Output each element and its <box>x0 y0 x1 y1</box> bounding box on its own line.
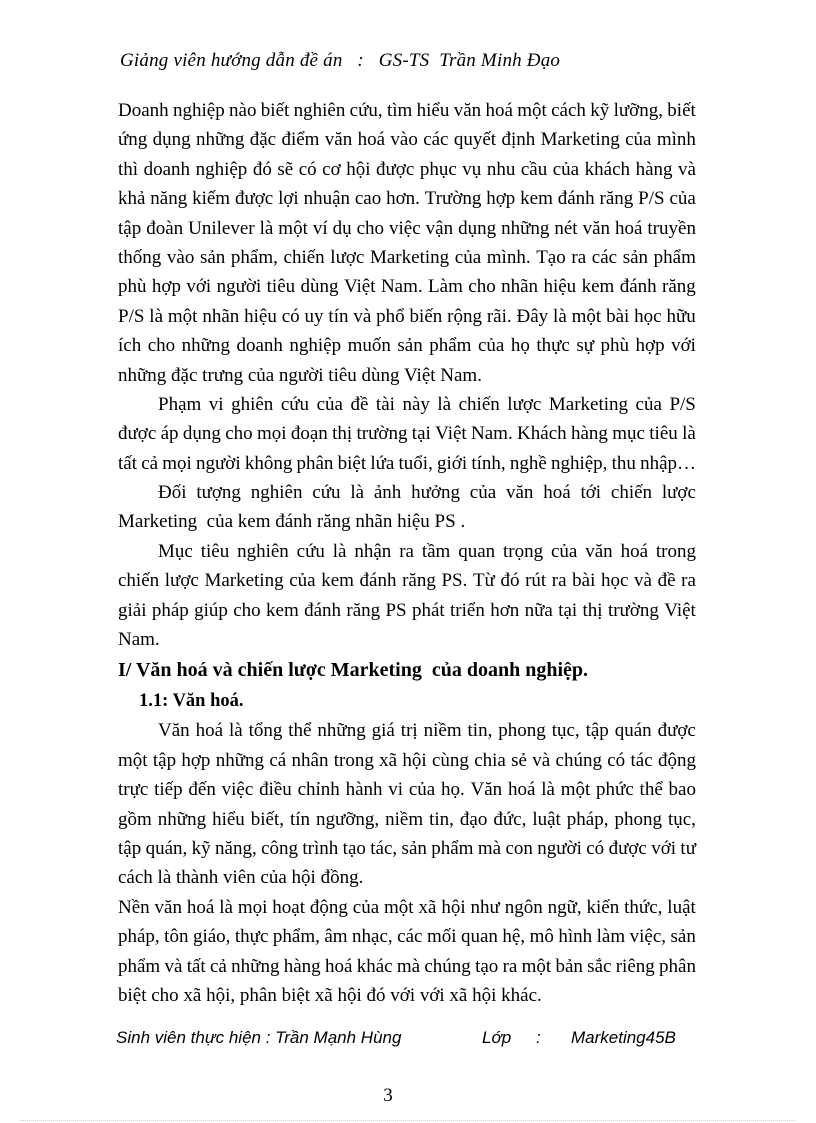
text-line: phẩm và tất cả những hàng hoá khác mà chúng tạo ra một bản sắc riêng phân <box>118 955 696 977</box>
page-header: Giảng viên hướng dẫn đề án : GS-TS Trần Minh Đạo <box>120 50 561 71</box>
text-line: những đặc trưng của người tiêu dùng Việt Nam. <box>118 364 482 386</box>
text-line: thống vào sản phẩm, chiến lược Marketing của mình. Tạo ra các sản phẩm <box>118 246 696 268</box>
paragraph-3 <box>118 478 696 537</box>
text-line: Nền văn hoá là mọi hoạt động của một xã hội như ngôn ngữ, kiến thức, luật <box>118 896 696 918</box>
text-line: chiến lược Marketing của kem đánh răng PS. Từ đó rút ra bài học và đề ra <box>118 570 696 592</box>
page-bottom-divider <box>20 1120 796 1121</box>
paragraph-1 <box>118 96 696 390</box>
paragraph-5 <box>118 716 696 892</box>
text-line: Nam. <box>118 629 160 651</box>
text-line: Văn hoá là tổng thể những giá trị niềm tin, phong tục, tập quán được <box>158 720 696 742</box>
text-line: ích cho những doanh nghiệp muốn sản phẩm của họ thực sự phù hợp với <box>118 335 696 357</box>
text-line: pháp, tôn giáo, thực phẩm, âm nhạc, các mối quan hệ, mô hình làm việc, sản <box>118 926 696 948</box>
text-line: tất cả mọi người không phân biệt lứa tuổi, giới tính, nghề nghiệp, thu nhập… <box>118 452 696 474</box>
subsection-heading: 1.1: Văn hoá. <box>139 691 244 712</box>
text-line: biệt cho xã hội, phân biệt xã hội đó với với xã hội khác. <box>118 984 542 1006</box>
text-line: giải pháp giúp cho kem đánh răng PS phát triển hơn nữa tại thị trường Việt <box>118 599 696 621</box>
paragraph-2 <box>118 390 696 478</box>
class-separator: : <box>536 1028 541 1047</box>
text-line: phù hợp với người tiêu dùng Việt Nam. Làm cho nhãn hiệu kem đánh răng <box>118 276 696 298</box>
text-line: P/S là một nhãn hiệu có uy tín và phổ biến rộng rãi. Đây là một bài học hữu <box>118 305 696 327</box>
class-value: Marketing45B <box>571 1028 676 1047</box>
student-label: Sinh viên thực hiện : Trần Mạnh Hùng <box>116 1028 402 1047</box>
document-body <box>118 96 696 1010</box>
text-line: Đối tượng nghiên cứu là ảnh hưởng của văn hoá tới chiến lược <box>158 482 696 504</box>
class-label: Lớp <box>482 1028 512 1047</box>
text-line: ứng dụng những đặc điểm văn hoá vào các quyết định Marketing của mình <box>118 129 696 151</box>
text-line: tập đoàn Unilever là một ví dụ cho việc vận dụng những nét văn hoá truyền <box>118 217 696 239</box>
text-line: tập quán, kỹ năng, công trình tạo tác, sản phẩm mà con người có được với tư <box>118 837 696 859</box>
text-line: trực tiếp đến việc điều chỉnh hành vi của họ. Văn hoá là một phức thể bao <box>118 779 696 801</box>
text-line: được áp dụng cho mọi đoạn thị trường tại Việt Nam. Khách hàng mục tiêu là <box>118 423 696 445</box>
text-line: Phạm vi ghiên cứu của đề tài này là chiến lược Marketing của P/S <box>158 393 696 415</box>
text-line: một tập hợp những cá nhân trong xã hội cùng chia sẻ và chúng có tác động <box>118 749 696 771</box>
text-line: cách là thành viên của hội đồng. <box>118 867 364 889</box>
page-number: 3 <box>383 1085 393 1106</box>
text-line: Doanh nghiệp nào biết nghiên cứu, tìm hiểu văn hoá một cách kỹ lưỡng, biết <box>118 100 696 121</box>
text-line: Mục tiêu nghiên cứu là nhận ra tầm quan trọng của văn hoá trong <box>158 540 696 562</box>
text-line: thì doanh nghiệp đó sẽ có cơ hội được phục vụ nhu cầu của khách hàng và <box>118 158 696 180</box>
text-line: khả năng kiếm được lợi nhuận cao hơn. Trường hợp kem đánh răng P/S của <box>118 188 696 210</box>
paragraph-6 <box>118 893 696 1011</box>
text-line: Marketing của kem đánh răng nhãn hiệu PS . <box>118 511 466 533</box>
paragraph-4 <box>118 537 696 655</box>
section-heading: I/ Văn hoá và chiến lược Marketing của doanh nghiệp. <box>118 659 588 682</box>
text-line: gồm những hiểu biết, tín ngưỡng, niềm tin, đạo đức, luật pháp, phong tục, <box>118 808 696 830</box>
